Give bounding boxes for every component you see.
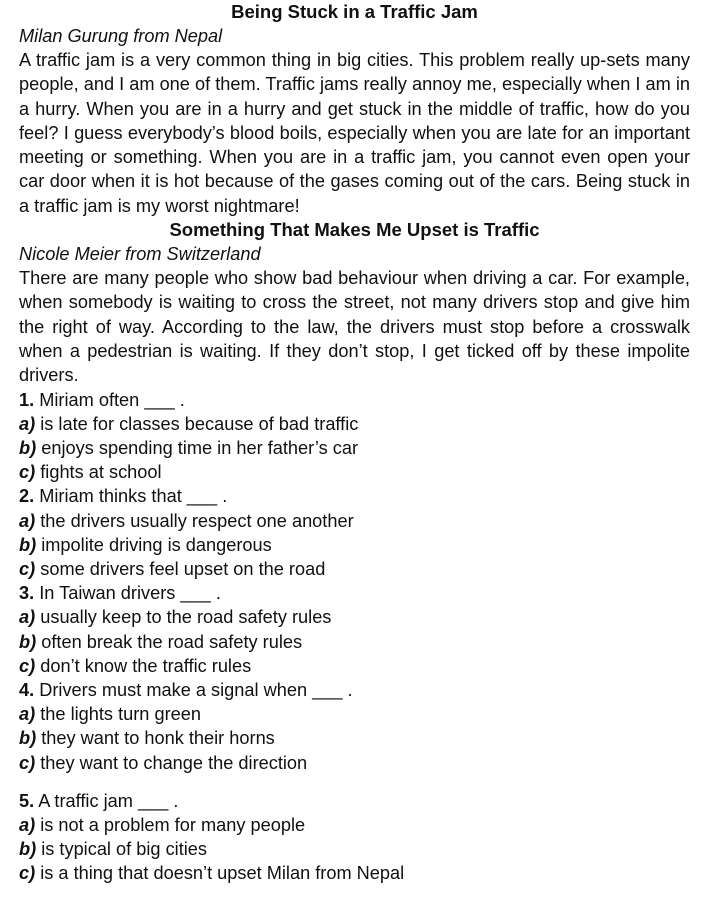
option-text: the drivers usually respect one another (40, 510, 354, 531)
option-letter: b) (19, 631, 37, 652)
option-text: usually keep to the road safety rules (40, 607, 332, 628)
option-letter: c) (19, 462, 36, 483)
option-text: is a thing that doesn’t upset Milan from Nepal (40, 863, 405, 884)
option-letter: b) (19, 437, 37, 458)
option-letter: a) (19, 413, 36, 434)
option-text: impolite driving is dangerous (41, 534, 272, 555)
option-a[interactable] (19, 813, 690, 837)
option-b[interactable] (19, 533, 690, 557)
option-text: is typical of big cities (41, 839, 208, 860)
option-letter: b) (19, 839, 37, 860)
option-text: often break the road safety rules (41, 631, 303, 652)
section1-author: Milan Gurung from Nepal (19, 26, 223, 46)
section2-author: Nicole Meier from Switzerland (19, 244, 261, 265)
spacer (19, 775, 690, 789)
option-letter: a) (19, 815, 36, 836)
section1-paragraph: A traffic jam is a very common thing in big cities. This problem really up-sets many people, and I am one of them. Traffic jams really annoy me, especially when I am in a hurry. When you are in a hurry and get stuck in the middle of traffic, how do you feel? I guess everybody’s blood boils, especially when you are late for an important meeting or something. When you are in a traffic jam, you cannot even open your car door when it is hot because of the gases coming out of the cars. Being stuck in a traffic jam is my worst nightmare! (19, 50, 690, 216)
question-5 (19, 789, 690, 886)
option-c[interactable] (19, 751, 690, 775)
option-text: they want to change the direction (40, 752, 308, 773)
question-text: Drivers must make a signal when ___ . (39, 680, 353, 700)
question-3 (19, 581, 690, 678)
option-text: is not a problem for many people (40, 815, 306, 836)
question-stem (19, 581, 690, 605)
option-b[interactable] (19, 726, 690, 750)
option-a[interactable] (19, 509, 690, 533)
question-text: Miriam often ___ . (39, 389, 185, 410)
option-c[interactable] (19, 654, 690, 678)
option-b[interactable] (19, 436, 690, 460)
question-number: 5. (19, 790, 35, 811)
section2-title: Something That Makes Me Upset is Traffic (169, 219, 540, 241)
option-letter: a) (19, 607, 36, 628)
option-letter: a) (19, 704, 36, 725)
question-text: A traffic jam ___ . (38, 790, 179, 811)
option-letter: c) (19, 863, 36, 884)
question-1 (19, 388, 690, 485)
question-2 (19, 484, 690, 581)
option-text: the lights turn green (40, 704, 201, 725)
option-text: is late for classes because of bad traffic (40, 413, 359, 434)
option-c[interactable] (19, 557, 690, 581)
question-number: 3. (19, 583, 35, 604)
question-number: 2. (19, 486, 35, 507)
option-letter: a) (19, 510, 36, 531)
question-number: 1. (19, 389, 35, 410)
option-letter: b) (19, 534, 37, 555)
option-b[interactable] (19, 630, 690, 654)
question-stem (19, 678, 690, 702)
option-a[interactable] (19, 702, 690, 726)
question-stem (19, 789, 690, 813)
section1-title: Being Stuck in a Traffic Jam (231, 1, 478, 22)
option-text: enjoys spending time in her father’s car (41, 437, 359, 458)
option-text: they want to honk their horns (41, 728, 275, 749)
option-c[interactable] (19, 460, 690, 484)
question-text: In Taiwan drivers ___ . (39, 583, 221, 604)
question-stem (19, 388, 690, 412)
question-text: Miriam thinks that ___ . (39, 486, 228, 507)
option-letter: c) (19, 558, 36, 579)
question-stem (19, 484, 690, 508)
option-b[interactable] (19, 837, 690, 861)
option-letter: c) (19, 752, 36, 773)
section2-paragraph: There are many people who show bad behaviour when driving a car. For example, when somebody is waiting to cross the street, not many drivers stop and give him the right of way. According to the law, the drivers must stop before a crosswalk when a pedestrian is waiting. If they don’t stop, I get ticked off by these impolite drivers. (19, 268, 690, 386)
option-text: some drivers feel upset on the road (40, 558, 326, 579)
option-letter: b) (19, 728, 37, 749)
option-c[interactable] (19, 861, 690, 885)
question-4 (19, 678, 690, 775)
question-number: 4. (19, 680, 35, 700)
option-a[interactable] (19, 605, 690, 629)
option-letter: c) (19, 655, 36, 676)
option-text: fights at school (40, 462, 162, 483)
option-a[interactable] (19, 412, 690, 436)
option-text: don’t know the traffic rules (40, 655, 252, 676)
